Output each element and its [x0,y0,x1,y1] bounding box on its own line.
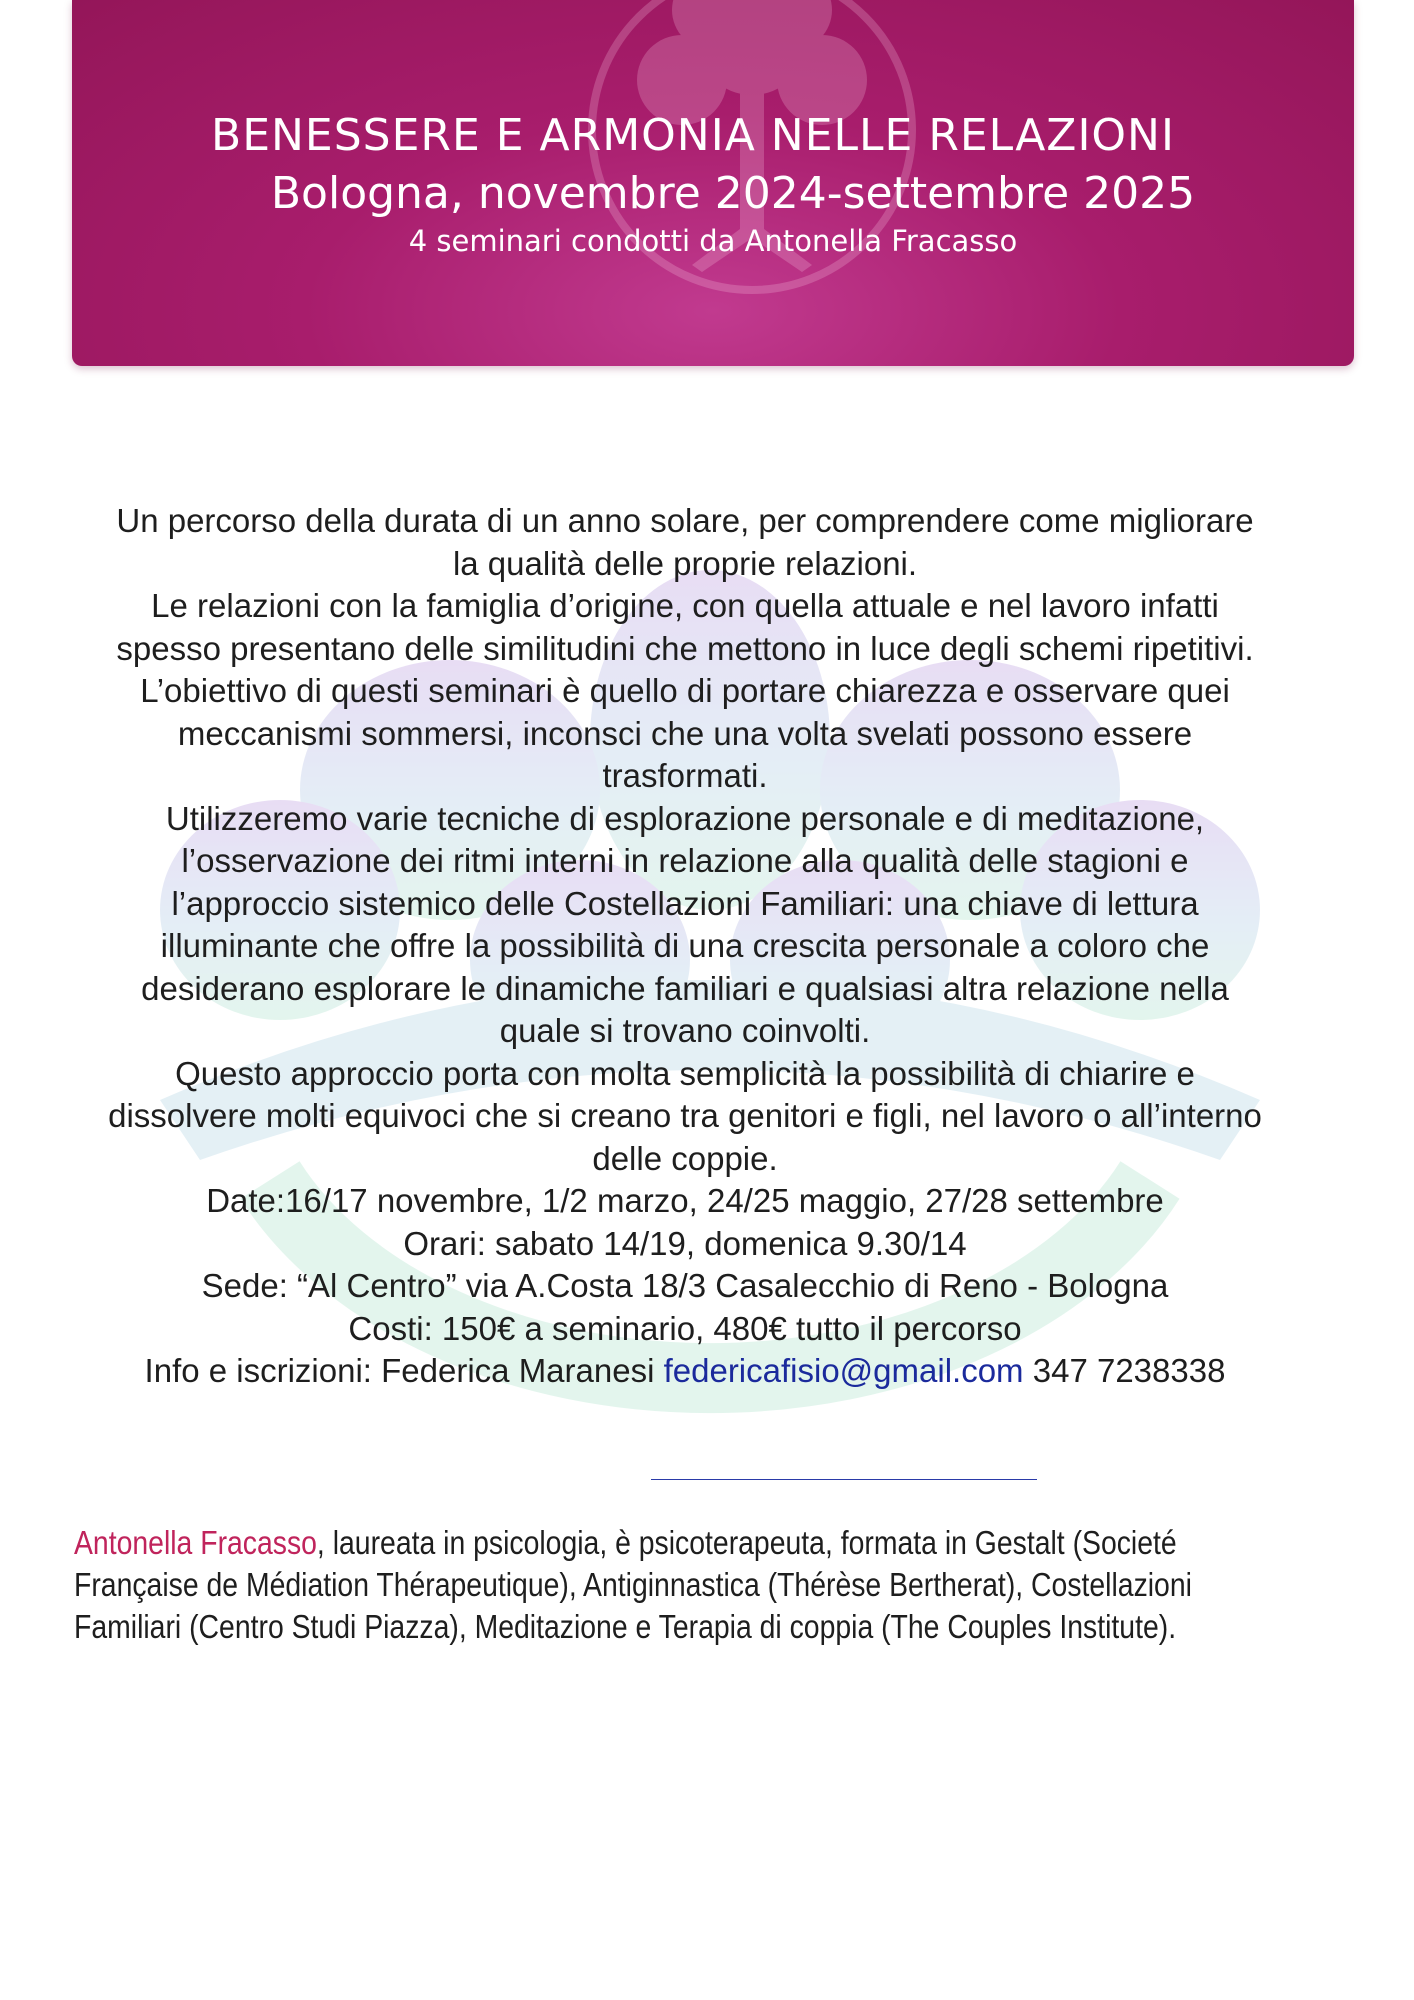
dates-line: Date:16/17 novembre, 1/2 marzo, 24/25 maggio, 27/28 settembre [206,1182,1164,1219]
event-subtitle: Bologna, novembre 2024-settembre 2025 [270,168,1196,219]
info-label: Info e iscrizioni: Federica Maranesi [144,1352,655,1389]
phone-number: 347 7238338 [1032,1352,1226,1389]
description-paragraph: Utilizzeremo varie tecniche di esplorazione personale e di meditazione, l’osservazione dei ritmi interni in relazione alla qualità delle stagioni e l’approccio sistemico delle Costellazioni Familiari: una chiave di lettura illuminante che offre la possibilità di una crescita personale a coloro che desiderano esplorare le dinamiche familiari e qualsiasi altra relazione nella quale si trovano coinvolti. [141,799,1229,1049]
venue-line: Sede: “Al Centro” via A.Costa 18/3 Casalecchio di Reno - Bologna [201,1267,1169,1304]
program-description [100,500,1270,1393]
bio-text: , laureata in psicologia, è psicoterapeuta, formata in Gestalt (Societé Française de Médiation Thérapeutique), Antiginnastica (Thérèse Bertherat), Costellazioni Familiari (Centro Studi Piazza), Meditazione e Terapia di coppia (The Couples Institute). [74,1524,1192,1645]
costs-line: Costi: 150€ a seminario, 480€ tutto il percorso [348,1309,1022,1347]
email-link[interactable]: federicafisio@gmail.com [663,1352,1024,1389]
description-paragraph: L’obiettivo di questi seminari è quello di portare chiarezza e osservare quei meccanismi sommersi, inconsci che una volta svelati possono essere trasformati. [140,672,1230,794]
event-title: BENESSERE E ARMONIA NELLE RELAZIONI [211,110,1175,161]
divider-rule [651,1479,1037,1480]
event-tagline: 4 seminari condotti da Antonella Fracasso [408,224,1018,258]
author-bio [74,1522,1304,1648]
header-banner [72,0,1354,366]
description-paragraph: Un percorso della durata di un anno solare, per comprendere come migliorare la qualità delle proprie relazioni. [116,502,1254,582]
author-name: Antonella Fracasso [74,1524,317,1561]
description-paragraph: Questo approccio porta con molta semplicità la possibilità di chiarire e dissolvere molti equivoci che si creano tra genitori e figli, nel lavoro o all’interno delle coppie. [108,1054,1262,1177]
description-paragraph: Le relazioni con la famiglia d’origine, con quella attuale e nel lavoro infatti spesso presentano delle similitudini che mettono in luce degli schemi ripetitivi. [116,587,1254,667]
hours-line: Orari: sabato 14/19, domenica 9.30/14 [403,1224,967,1262]
info-line [100,1350,1270,1393]
